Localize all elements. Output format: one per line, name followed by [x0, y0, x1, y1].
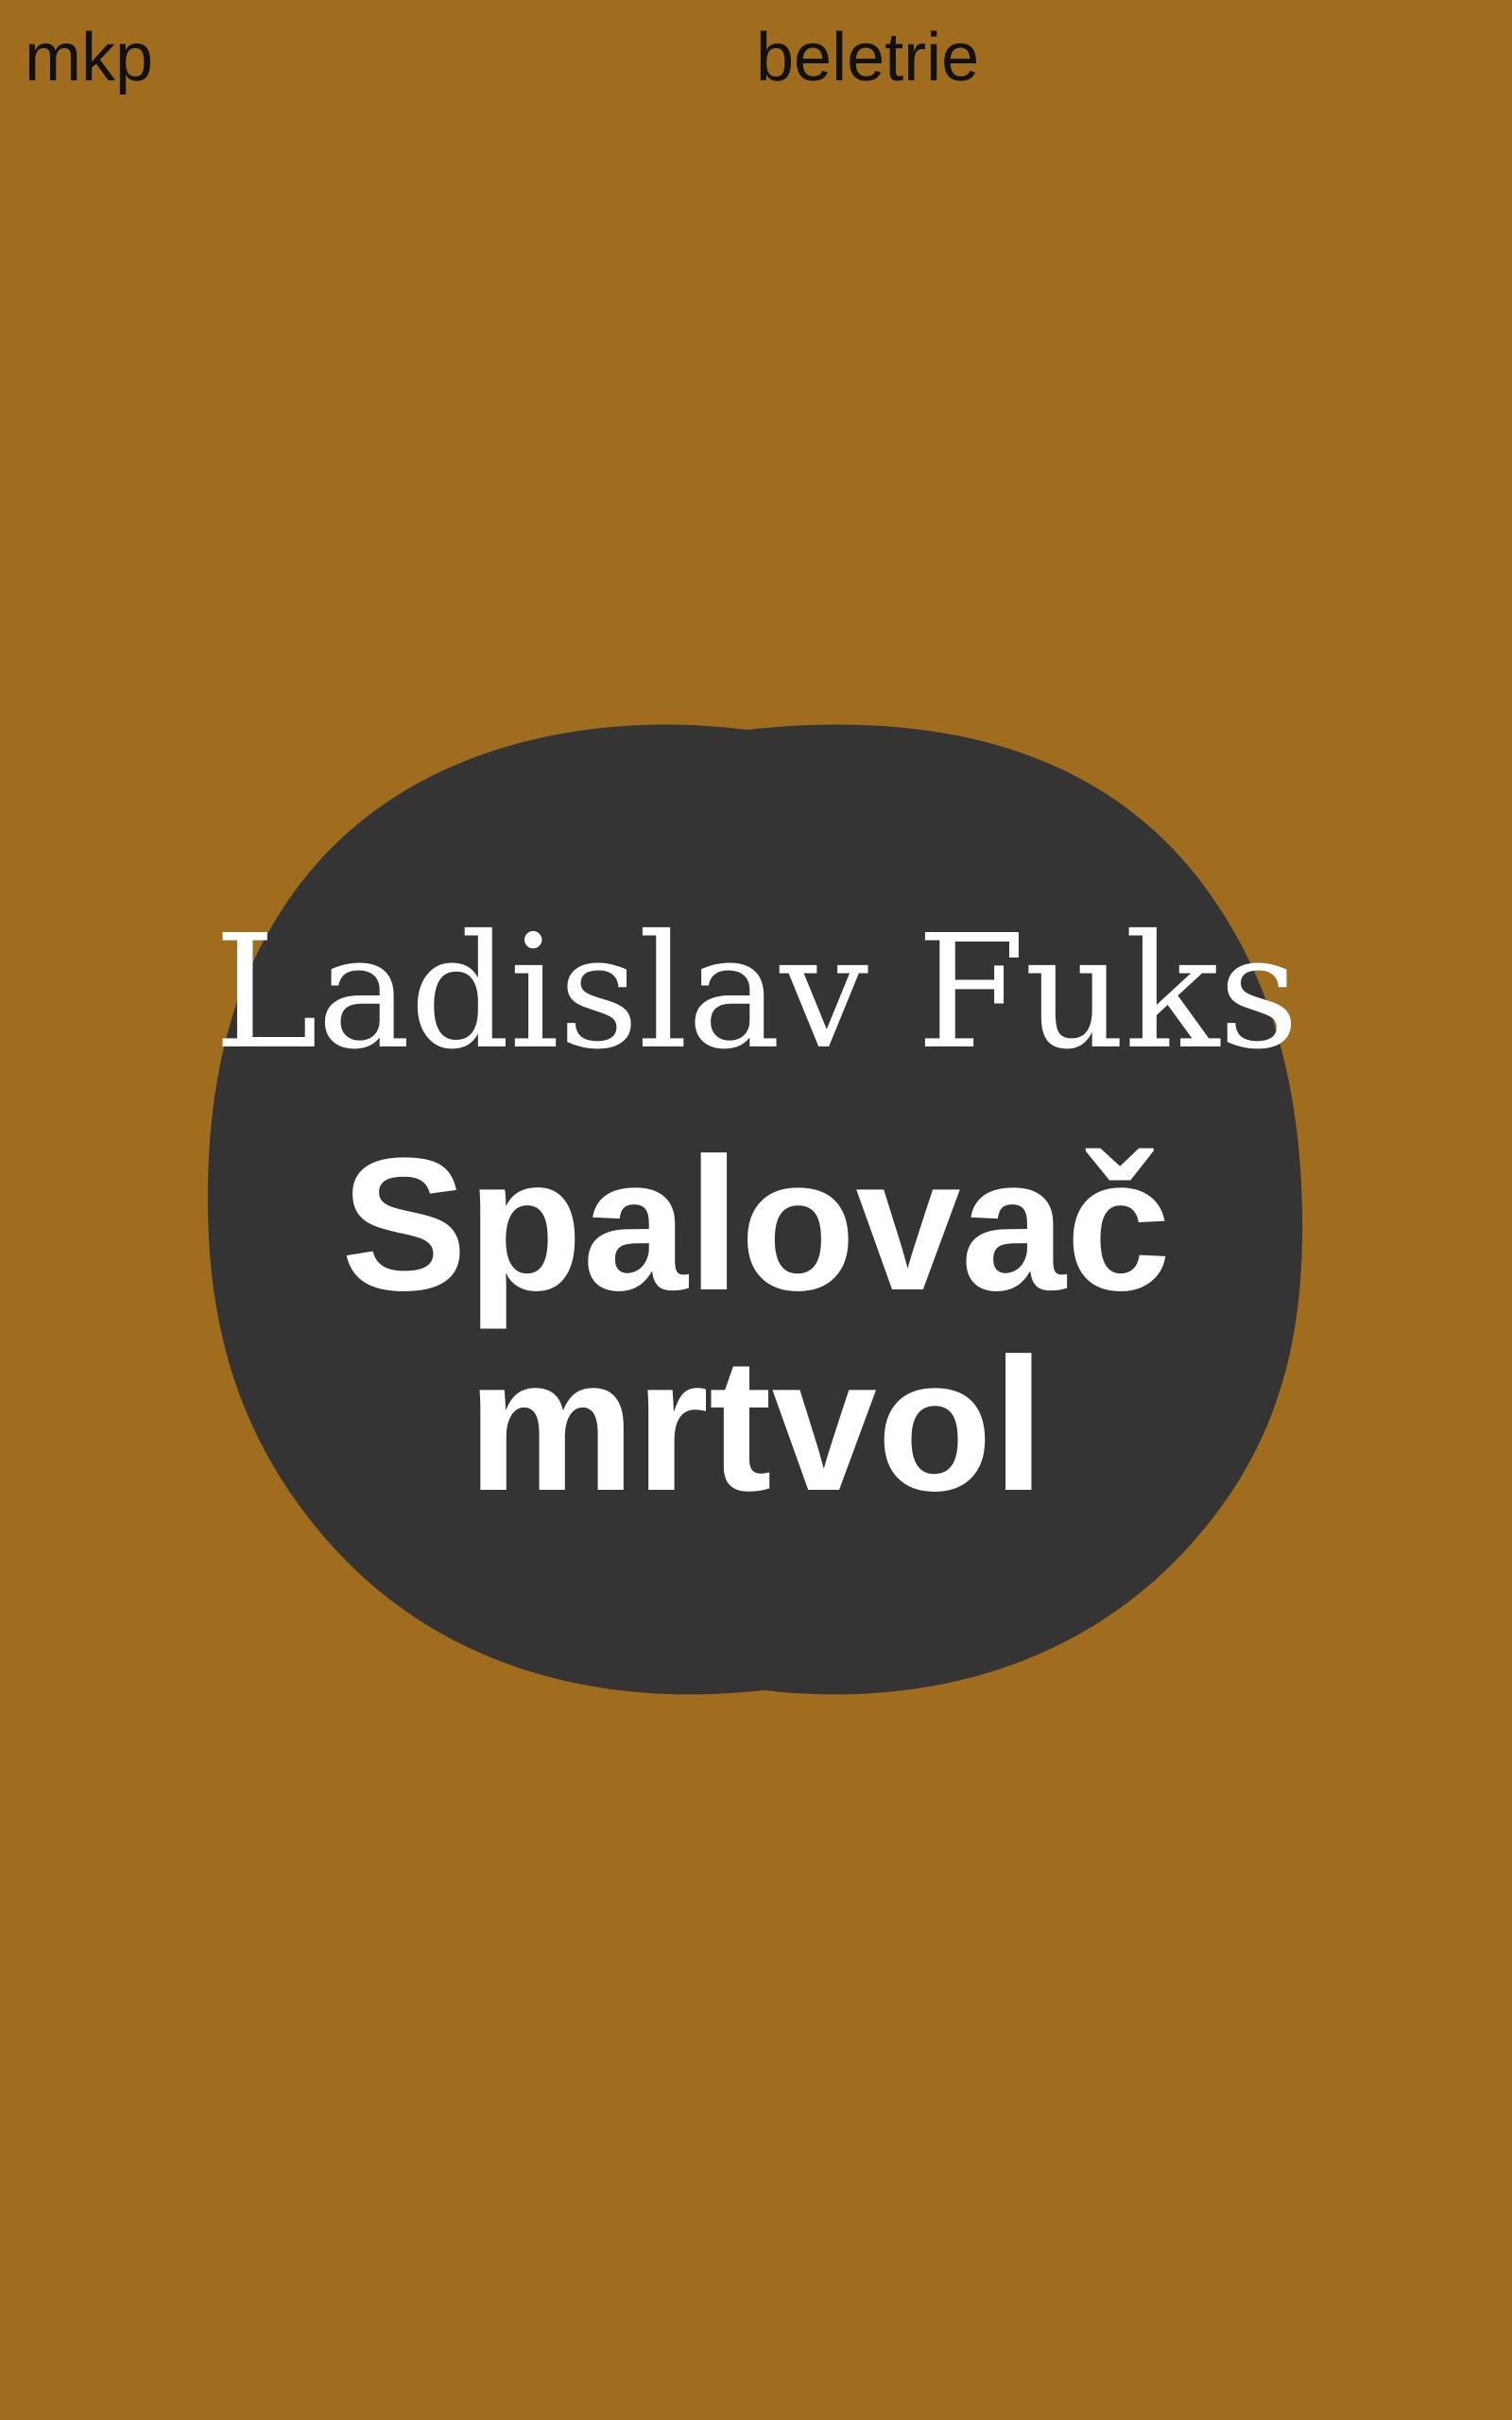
publisher-label: mkp [25, 20, 154, 95]
book-title-line-1: Spalovač [340, 1119, 1172, 1330]
genre-label: beletrie [756, 20, 980, 95]
book-title [208, 1119, 1304, 1530]
author-name: Ladislav Fuks [214, 902, 1298, 1084]
book-title-line-2: mrtvol [467, 1320, 1045, 1530]
